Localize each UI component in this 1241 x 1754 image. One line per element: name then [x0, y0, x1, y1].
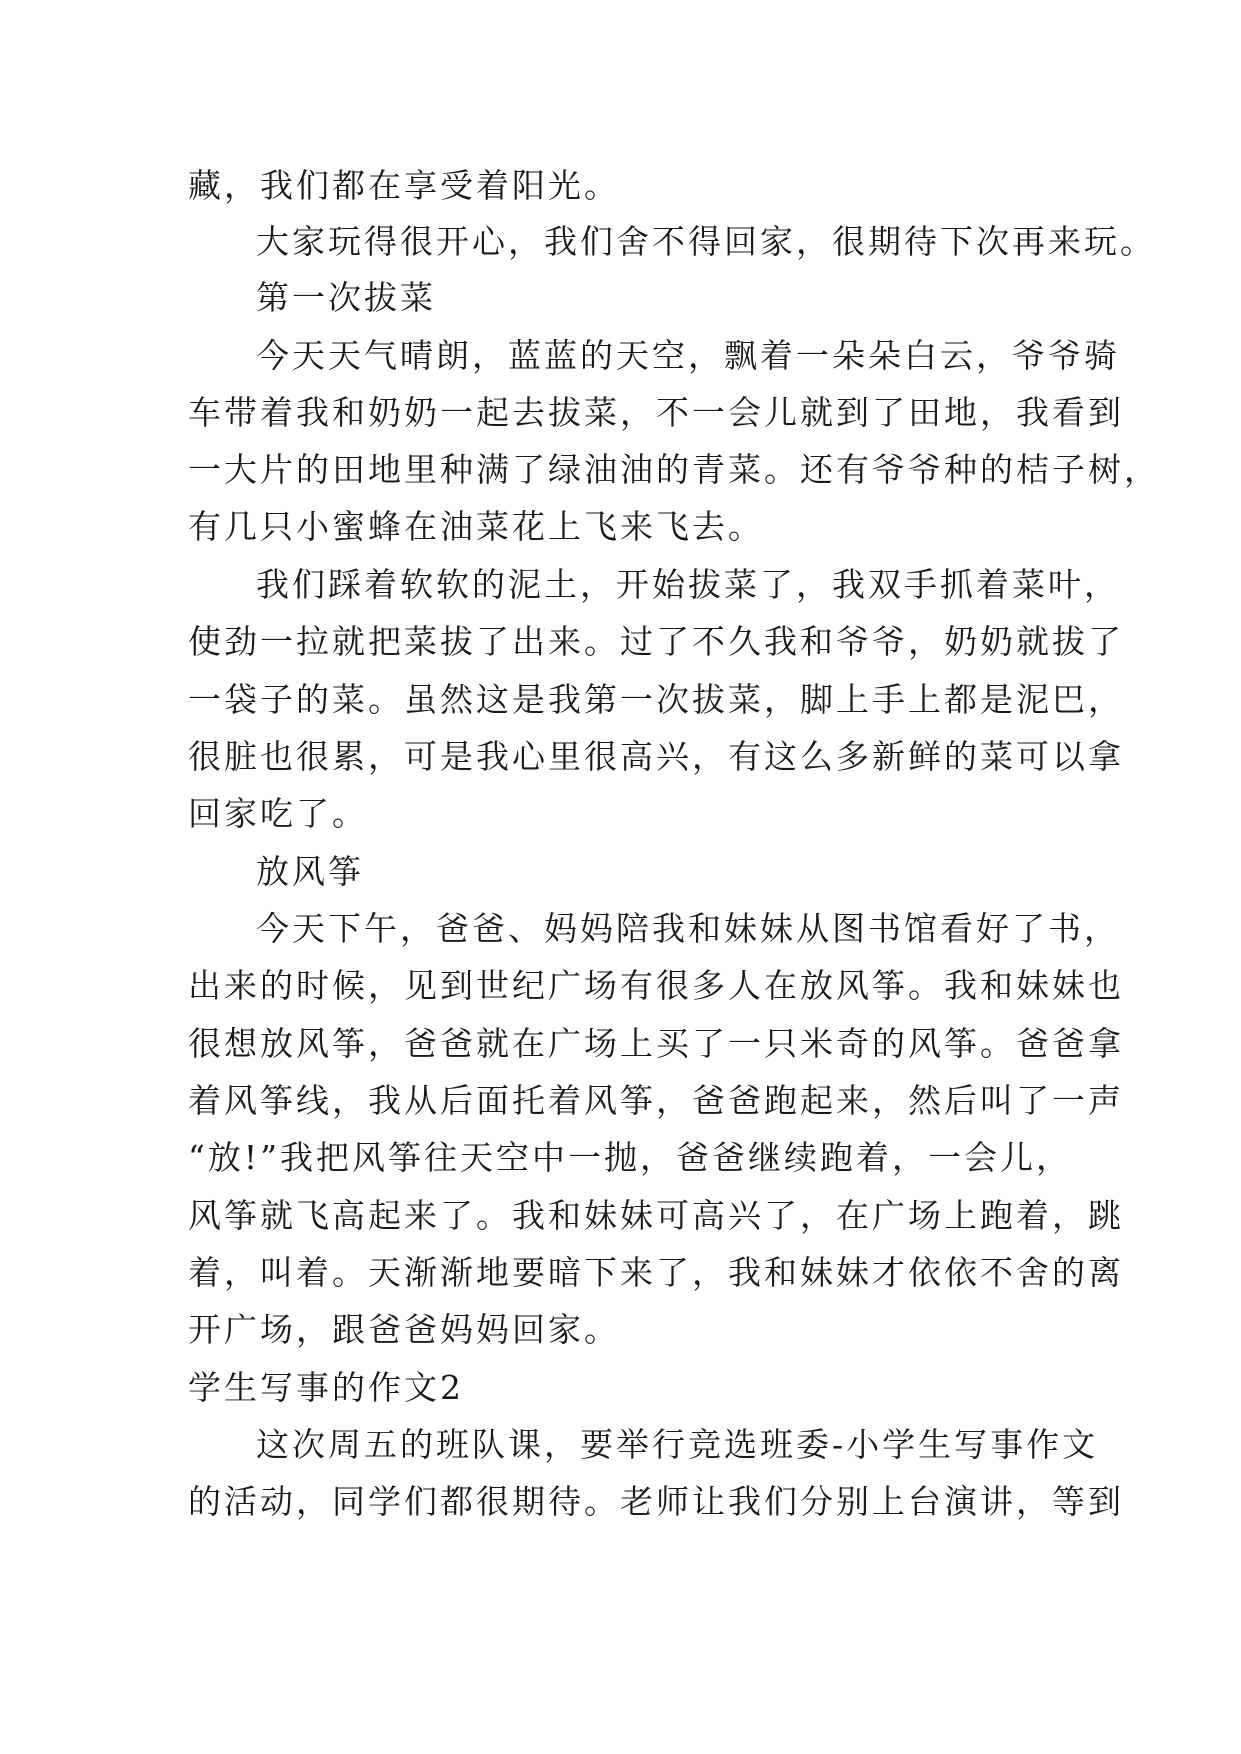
- paragraph-line: 很想放风筝，爸爸就在广场上买了一只米奇的风筝。爸爸拿: [188, 1024, 1124, 1063]
- paragraph-line: 着风筝线，我从后面托着风筝，爸爸跑起来，然后叫了一声: [188, 1081, 1124, 1120]
- paragraph-line: 一大片的田地里种满了绿油油的青菜。还有爷爷种的桔子树，: [188, 450, 1160, 489]
- section-heading: 第一次拔菜: [256, 278, 436, 317]
- paragraph-line: 这次周五的班队课，要举行竞选班委-小学生写事作文: [256, 1425, 1099, 1464]
- paragraph-line: 回家吃了。: [188, 794, 368, 833]
- paragraph-line: 使劲一拉就把菜拔了出来。过了不久我和爷爷，奶奶就拔了: [188, 622, 1124, 661]
- paragraph-line: “放!”我把风筝往天空中一抛，爸爸继续跑着，一会儿，: [188, 1138, 1073, 1177]
- paragraph-line: 今天天气晴朗，蓝蓝的天空，飘着一朵朵白云，爷爷骑: [256, 336, 1120, 375]
- paragraph-line: 开广场，跟爸爸妈妈回家。: [188, 1310, 620, 1349]
- section-heading: 放风筝: [256, 852, 364, 891]
- paragraph-line: 一袋子的菜。虽然这是我第一次拔菜，脚上手上都是泥巴，: [188, 680, 1124, 719]
- paragraph-line: 今天下午，爸爸、妈妈陪我和妹妹从图书馆看好了书，: [256, 909, 1120, 948]
- paragraph-line: 出来的时候，见到世纪广场有很多人在放风筝。我和妹妹也: [188, 966, 1124, 1005]
- paragraph-line: 着，叫着。天渐渐地要暗下来了，我和妹妹才依依不舍的离: [188, 1253, 1124, 1292]
- paragraph-line: 藏，我们都在享受着阳光。: [188, 166, 620, 205]
- paragraph-line: 的活动，同学们都很期待。老师让我们分别上台演讲，等到: [188, 1482, 1124, 1521]
- paragraph-line: 风筝就飞高起来了。我和妹妹可高兴了，在广场上跑着，跳: [188, 1196, 1124, 1235]
- paragraph-line: 我们踩着软软的泥土，开始拔菜了，我双手抓着菜叶，: [256, 565, 1120, 604]
- paragraph-line: 很脏也很累，可是我心里很高兴，有这么多新鲜的菜可以拿: [188, 737, 1124, 776]
- paragraph-line: 有几只小蜜蜂在油菜花上飞来飞去。: [188, 507, 764, 546]
- paragraph-line: 车带着我和奶奶一起去拔菜，不一会儿就到了田地，我看到: [188, 393, 1124, 432]
- essay-title: 学生写事的作文2: [188, 1368, 464, 1407]
- paragraph-line: 大家玩得很开心，我们舍不得回家，很期待下次再来玩。: [256, 222, 1156, 261]
